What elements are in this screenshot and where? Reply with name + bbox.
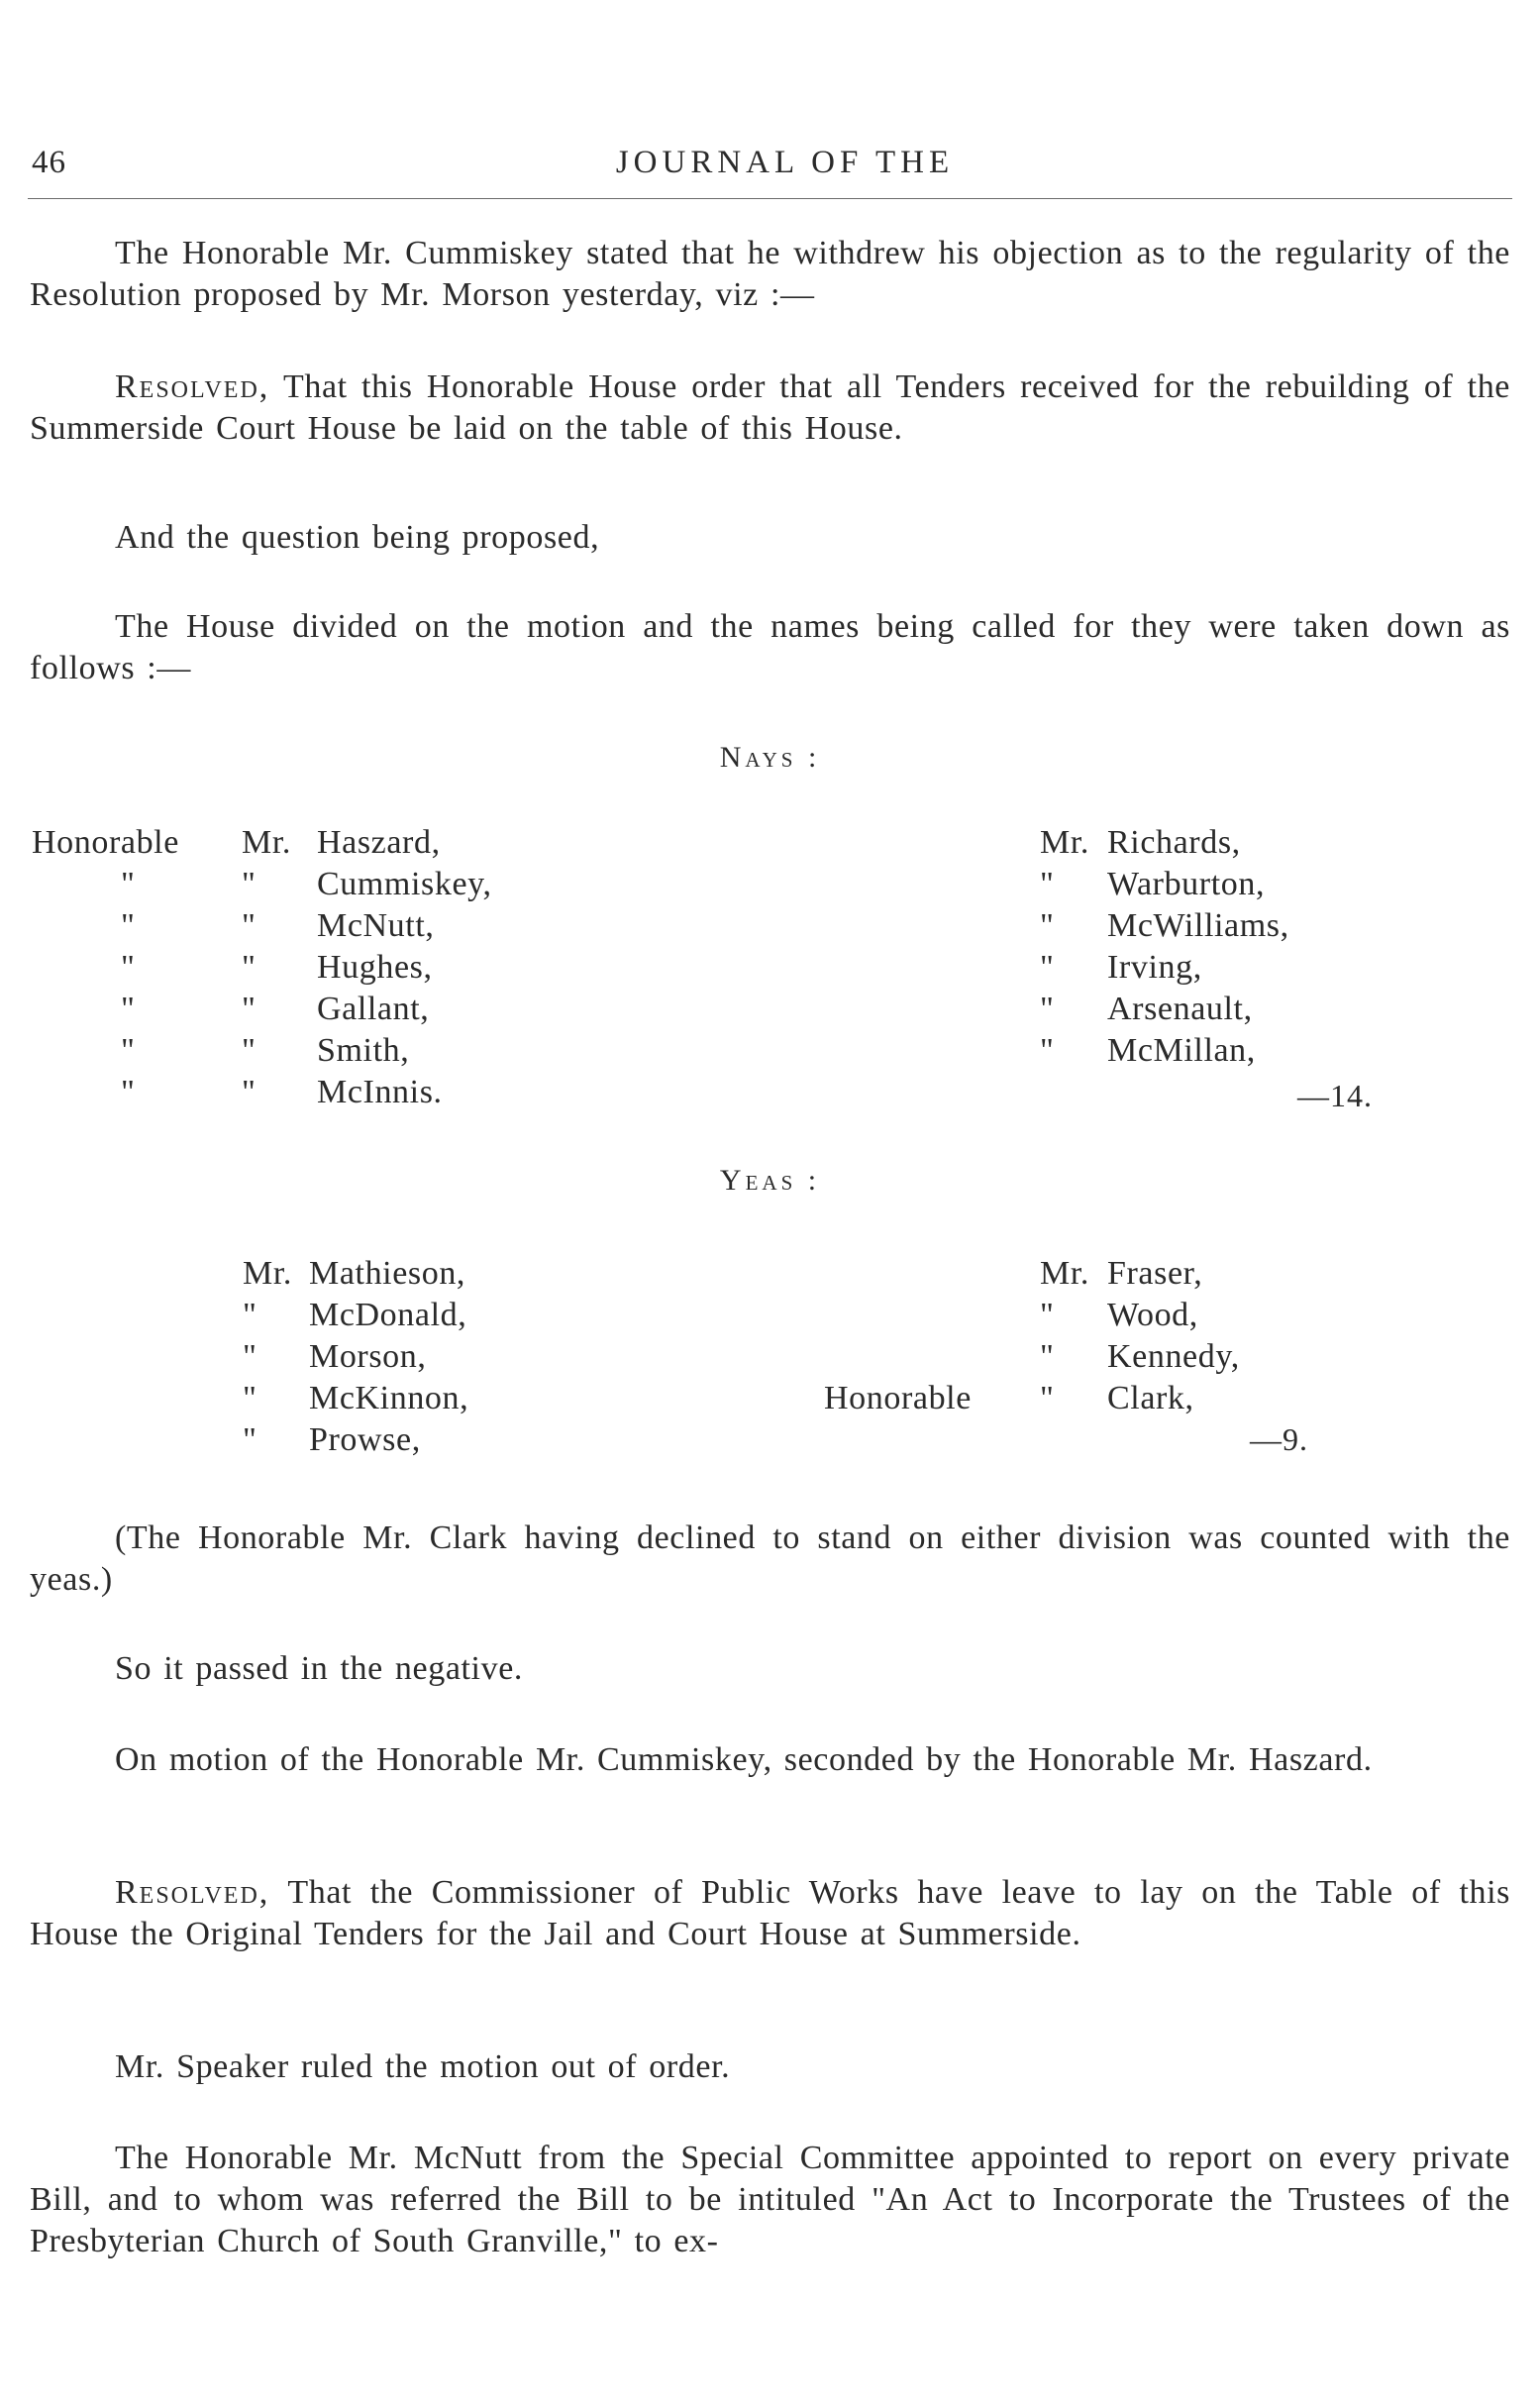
paragraph-text: The Honorable Mr. Cummiskey stated that he withdrew his objection as to the regularity of the Resolution proposed by Mr. Morson yesterday, viz :— (30, 235, 1510, 313)
member-name: Arsenault, (1107, 991, 1253, 1027)
page-header (28, 139, 1512, 199)
member-row (228, 1253, 624, 1295)
resolved-lead: Resolved, (115, 368, 270, 405)
paragraph-negative (30, 1648, 1510, 1690)
mr-prefix: " (1040, 866, 1055, 902)
paragraph-speaker-ruling (30, 2046, 1510, 2088)
resolution-text: That this Honorable House order that all Tenders received for the rebuilding of the Summerside Court House be laid on the table of this House. (30, 368, 1510, 447)
member-row (32, 947, 586, 989)
yeas-left-list (228, 1253, 624, 1461)
page-number: 46 (32, 145, 66, 180)
paragraph-clark-note (30, 1518, 1510, 1601)
title-prefix: " (121, 866, 136, 902)
mr-prefix: Mr. (1040, 824, 1089, 861)
mr-prefix: " (1040, 1032, 1055, 1069)
member-name: McMillan, (1107, 1032, 1256, 1069)
member-row (228, 1336, 624, 1378)
title-prefix: Honorable (32, 824, 179, 861)
member-name: Prowse, (309, 1421, 421, 1458)
title-prefix: " (121, 949, 136, 986)
member-row (1020, 864, 1476, 905)
member-row (32, 989, 586, 1030)
mr-prefix: " (242, 907, 257, 944)
member-row (32, 1030, 586, 1072)
member-name: Cummiskey, (317, 866, 492, 902)
nays-total: —14. (1297, 1078, 1373, 1113)
paragraph-division (30, 606, 1510, 689)
member-row (824, 1336, 1319, 1378)
paragraph-text: Mr. Speaker ruled the motion out of order. (115, 2048, 731, 2085)
mr-prefix: " (242, 1074, 257, 1110)
nays-heading: Nays : (719, 741, 821, 774)
resolved-lead: Resolved, (115, 1874, 270, 1911)
member-name: Gallant, (317, 991, 430, 1027)
title-prefix: " (121, 907, 136, 944)
member-name: Mathieson, (309, 1255, 466, 1292)
member-name: McNutt, (317, 907, 435, 944)
mr-prefix: " (1040, 907, 1055, 944)
member-row (1020, 989, 1476, 1030)
member-row (32, 905, 586, 947)
mr-prefix: " (243, 1380, 257, 1416)
paragraph-text: And the question being proposed, (115, 519, 600, 556)
member-row (32, 864, 586, 905)
title-prefix: " (121, 1032, 136, 1069)
member-name: Wood, (1107, 1297, 1198, 1333)
mr-prefix: " (242, 949, 257, 986)
mr-prefix: " (1040, 1338, 1055, 1375)
yeas-total: —9. (1250, 1421, 1308, 1457)
member-row (1020, 1030, 1476, 1072)
member-name: McDonald, (309, 1297, 467, 1333)
mr-prefix: " (243, 1421, 257, 1458)
member-name: Fraser, (1107, 1255, 1203, 1292)
mr-prefix: " (1040, 949, 1055, 986)
resolution-text: That the Commissioner of Public Works have leave to lay on the Table of this House the Original Tenders for the Jail and Court House at Summerside. (30, 1874, 1510, 1952)
member-name: Richards, (1107, 824, 1241, 861)
paragraph-committee-report (30, 2138, 1510, 2262)
member-row (1020, 947, 1476, 989)
nays-right-list (1020, 822, 1476, 1072)
member-row (1020, 905, 1476, 947)
paragraph-resolution-1 (30, 366, 1510, 450)
member-name: Smith, (317, 1032, 410, 1069)
paragraph-text: (The Honorable Mr. Clark having declined to stand on either division was counted with the yeas.) (30, 1519, 1510, 1598)
mr-prefix: Mr. (243, 1255, 292, 1292)
member-name: Warburton, (1107, 866, 1266, 902)
paragraph-motion (30, 1739, 1510, 1781)
member-name: McKinnon, (309, 1380, 469, 1416)
mr-prefix: " (1040, 1297, 1055, 1333)
mr-prefix: " (242, 991, 257, 1027)
paragraph-resolution-2 (30, 1872, 1510, 1955)
member-name: Haszard, (317, 824, 441, 861)
mr-prefix: " (243, 1297, 257, 1333)
paragraph-text: The Honorable Mr. McNutt from the Special Committee appointed to report on every private Bill, and to whom was referred the Bill to be intituled "An Act to Incorporate the Trustees of the Presbyterian Church of South Granville," to ex- (30, 2140, 1510, 2259)
mr-prefix: " (1040, 991, 1055, 1027)
running-title: JOURNAL OF THE (615, 145, 955, 180)
member-row (228, 1378, 624, 1419)
nays-left-list (32, 822, 586, 1113)
member-row (824, 1378, 1319, 1419)
member-name: McInnis. (317, 1074, 443, 1110)
mr-prefix: " (242, 1032, 257, 1069)
member-name: Irving, (1107, 949, 1202, 986)
paragraph-withdrawal (30, 233, 1510, 316)
member-row (228, 1295, 624, 1336)
member-name: Hughes, (317, 949, 433, 986)
paragraph-text: So it passed in the negative. (115, 1650, 523, 1687)
member-row (228, 1419, 624, 1461)
paragraph-text: On motion of the Honorable Mr. Cummiskey, seconded by the Honorable Mr. Haszard. (115, 1741, 1373, 1778)
member-name: Morson, (309, 1338, 427, 1375)
mr-prefix: Mr. (1040, 1255, 1089, 1292)
paragraph-text: The House divided on the motion and the names being called for they were taken down as follows :— (30, 608, 1510, 686)
member-row (824, 1295, 1319, 1336)
member-row (824, 1253, 1319, 1295)
paragraph-question (30, 517, 1510, 559)
mr-prefix: " (1040, 1380, 1055, 1416)
member-name: Clark, (1107, 1380, 1194, 1416)
member-name: Kennedy, (1107, 1338, 1240, 1375)
member-row (1020, 822, 1476, 864)
member-row (32, 822, 586, 864)
member-name: McWilliams, (1107, 907, 1289, 944)
yeas-heading: Yeas : (719, 1164, 821, 1197)
member-row (32, 1072, 586, 1113)
mr-prefix: " (243, 1338, 257, 1375)
title-prefix: Honorable (824, 1380, 972, 1416)
title-prefix: " (121, 1074, 136, 1110)
mr-prefix: " (242, 866, 257, 902)
yeas-right-list (824, 1253, 1319, 1419)
mr-prefix: Mr. (242, 824, 291, 861)
title-prefix: " (121, 991, 136, 1027)
